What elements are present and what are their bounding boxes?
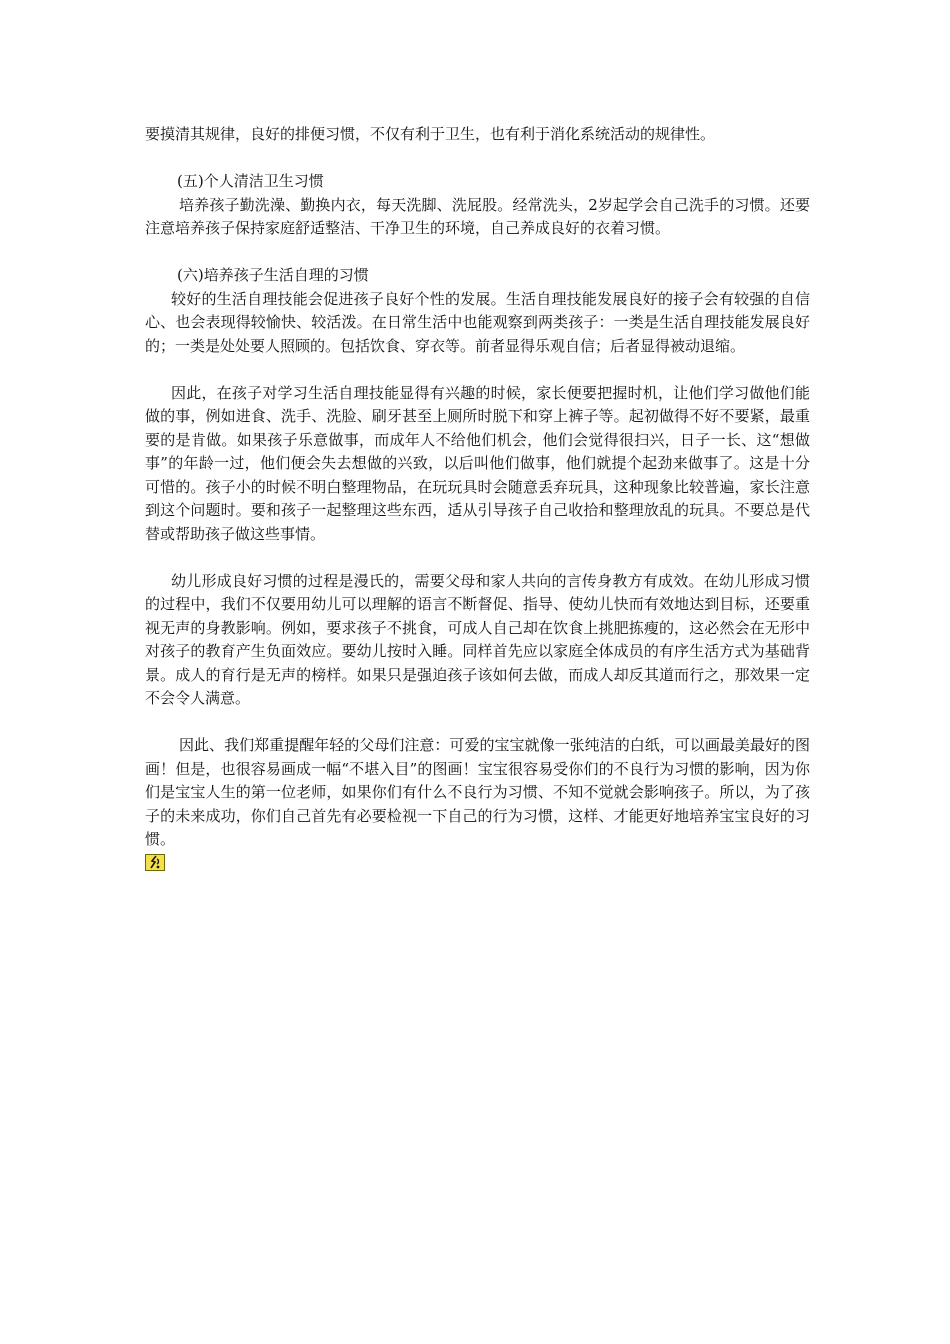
spacer xyxy=(145,358,810,382)
section-heading-5: (五)个人清洁卫生习惯 xyxy=(177,172,324,190)
spacer xyxy=(145,147,810,171)
document-body xyxy=(145,123,810,878)
paragraph-continuation: 要摸清其规律，良好的排便习惯，不仅有利于卫生，也有利于消化系统活动的规律性。 xyxy=(145,125,716,143)
paragraph-timing: 因此，在孩子对学习生活自理技能显得有兴趣的时候，家长便要把握时机，让他们学习做他们能做的事，例如进食、洗手、洗脸、刷牙甚至上厕所时脱下和穿上裤子等。起初做得不好不要紧，最重要的是肯做。如果孩子乐意做事，而成年人不给他们机会，他们会觉得很扫兴，日子一长、这“想做事”的年龄一过，他们便会失去想做的兴致，以后叫他们做事，他们就提个起劲来做事了。这是十分可惜的。孩子小的时候不明白整理物品，在玩玩具时会随意丢弃玩具，这种现象比较普遍，家长注意到这个问题时。要和孩子一起整理这些东西，适从引导孩子自己收拾和整理放乱的玩具。不要总是代替或帮助孩子做这些事情。 xyxy=(145,383,810,543)
ole-object-icon[interactable] xyxy=(145,854,165,871)
paragraph-role-model: 幼儿形成良好习惯的过程是漫氏的，需要父母和家人共向的言传身教方有成效。在幼儿形成习惯的过程中，我们不仅要用幼儿可以理解的语言不断督促、指导、使幼儿快而有效地达到目标，还要重视无声的身教影响。例如，要求孩子不挑食，可成人自己却在饮食上挑肥拣瘦的，这必然会在无形中对孩子的教育产生负面效应。要幼儿按时入睡。同样首先应以家庭全体成员的有序生活方式为基础背景。成人的育行是无声的榜样。如果只是强迫孩子该如何去做，而成人却反其道而行之，那效果一定不会令人满意。 xyxy=(145,571,810,707)
paragraph-conclusion: 因此、我们郑重提醒年轻的父母们注意：可爱的宝宝就像一张纯洁的白纸，可以画最美最好的图画！但是，也很容易画成一幅“不堪入目”的图画！宝宝很容易受你们的不良行为习惯的影响，因为你们是宝宝人生的第一位老师，如果你们有什么不良行为习惯、不知不觉就会影响孩子。所以，为了孩子的未来成功，你们自己首先有必要检视一下自己的行为习惯，这样、才能更好地培养宝宝良好的习惯。 xyxy=(145,736,810,848)
spacer xyxy=(145,546,810,570)
spacer xyxy=(145,241,810,265)
paragraph-self-care: 较好的生活自理技能会促进孩子良好个性的发展。生活自理技能发展良好的接子会有较强的自信心、也会表现得较愉快、较活泼。在日常生活中也能观察到两类孩子：一类是生活自理技能发展良好的；一类是处处要人照顾的。包括饮食、穿衣等。前者显得乐观自信；后者显得被动退缩。 xyxy=(145,289,810,355)
paragraph-hygiene: 培养孩子勤洗澡、勤换内衣，每天洗脚、洗屁股。经常洗头，2岁起学会自己洗手的习惯。还要注意培养孩子保持家庭舒适整洁、干净卫生的环境，自己养成良好的衣着习惯。 xyxy=(145,195,810,237)
section-heading-6: (六)培养孩子生活自理的习惯 xyxy=(177,266,369,284)
spacer xyxy=(145,711,810,735)
object-glyph-icon xyxy=(147,855,163,870)
